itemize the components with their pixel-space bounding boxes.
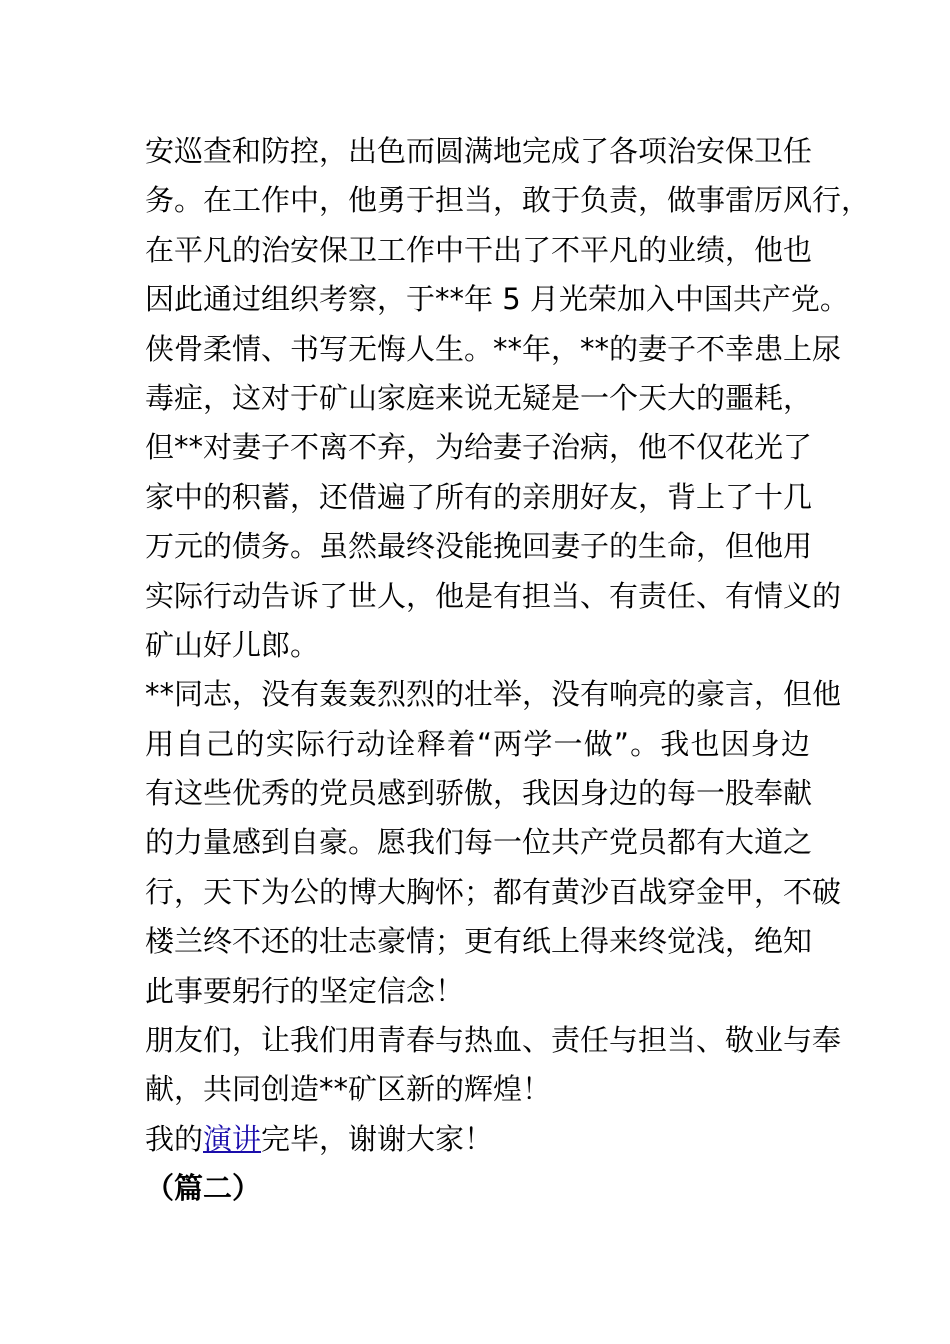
text-line-8: 家中的积蓄，还借遍了所有的亲朋好友，背上了十几 xyxy=(145,479,813,514)
text-line-4: 因此通过组织考察，于**年 5 月光荣加入中国共产党。 xyxy=(145,282,849,317)
closing-prefix: 我的 xyxy=(145,1121,204,1156)
text-line-6: 毒症，这对于矿山家庭来说无疑是一个天大的噩耗， xyxy=(145,380,813,415)
text-line-13: 用自己的实际行动诠释着“两学一做”。我也因身边 xyxy=(145,726,810,761)
text-line-3: 在平凡的治安保卫工作中干出了不平凡的业绩，他也 xyxy=(145,232,813,267)
text-line-1: 安巡查和防控，出色而圆满地完成了各项治安保卫任 xyxy=(145,134,813,168)
text-line-2: 务。在工作中，他勇于担当，敢于负责，做事雷厉风行， xyxy=(145,183,871,218)
text-line-5: 侠骨柔情、书写无悔人生。**年，**的妻子不幸患上尿 xyxy=(145,331,842,366)
closing-suffix: 完毕，谢谢大家！ xyxy=(261,1121,494,1156)
text-line-9: 万元的债务。虽然最终没能挽回妻子的生命，但他用 xyxy=(145,529,813,564)
text-line-14: 有这些优秀的党员感到骄傲，我因身边的每一股奉献 xyxy=(145,776,813,811)
speech-link[interactable]: 演讲 xyxy=(203,1121,262,1156)
text-line-15: 的力量感到自豪。愿我们每一位共产党员都有大道之 xyxy=(145,825,813,860)
text-line-10: 实际行动告诉了世人，他是有担当、有责任、有情义的 xyxy=(145,578,842,613)
text-line-7: 但**对妻子不离不弃，为给妻子治病，他不仅花光了 xyxy=(145,430,813,465)
text-line-19: 朋友们，让我们用青春与热血、责任与担当、敬业与奉 xyxy=(145,1023,842,1058)
text-line-18: 此事要躬行的坚定信念！ xyxy=(145,973,465,1008)
text-line-12: **同志，没有轰轰烈烈的壮举，没有响亮的豪言，但他 xyxy=(145,677,842,712)
text-line-20: 献，共同创造**矿区新的辉煌！ xyxy=(145,1072,552,1107)
text-line-16: 行，天下为公的博大胸怀；都有黄沙百战穿金甲，不破 xyxy=(145,874,842,909)
text-line-17: 楼兰终不还的壮志豪情；更有纸上得来终觉浅，绝知 xyxy=(145,924,813,959)
section-heading: （篇二） xyxy=(145,1171,262,1206)
document-body xyxy=(145,127,871,1214)
closing-line xyxy=(145,1115,810,1164)
text-line-11: 矿山好儿郎。 xyxy=(145,627,320,662)
